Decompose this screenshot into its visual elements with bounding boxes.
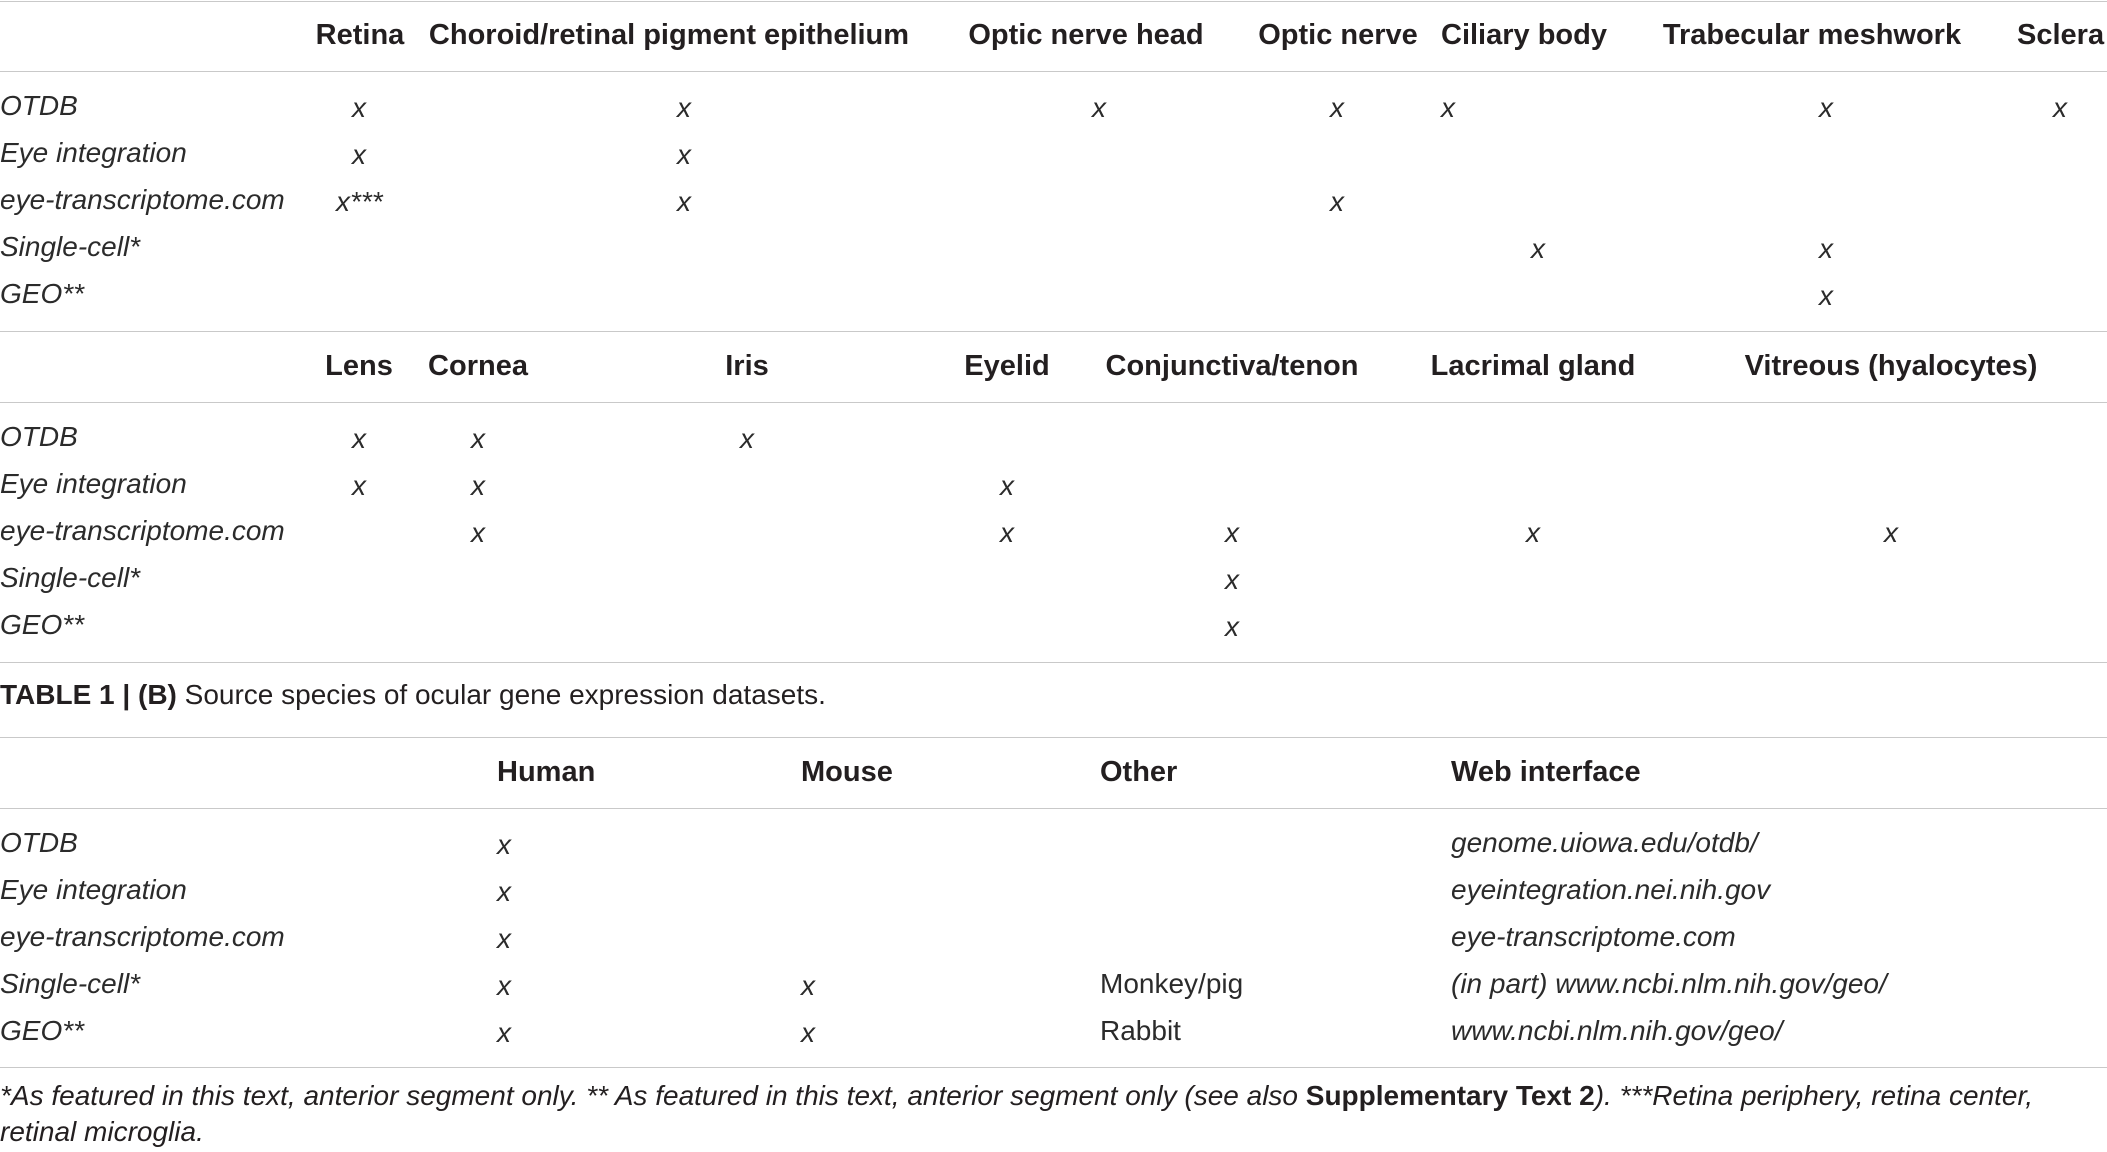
rule — [0, 402, 2107, 403]
cell-mark: x — [1819, 233, 1833, 264]
row-label: GEO** — [0, 278, 85, 309]
cell-mark: x*** — [336, 186, 383, 217]
cell-mark: x — [497, 970, 511, 1001]
col-header: Conjunctiva/tenon — [1105, 350, 1359, 382]
web-link[interactable]: www.ncbi.nlm.nih.gov/geo/ — [1451, 1015, 1783, 1046]
footnote-text: ). ***Retina periphery, retina center, retinal microglia. — [0, 1080, 2034, 1147]
col-header: Eyelid — [964, 350, 1050, 382]
cell-mark: x — [352, 470, 366, 501]
col-header: Vitreous (hyalocytes) — [1744, 350, 2038, 382]
row-label: eye-transcriptome.com — [0, 184, 285, 215]
cell-mark: x — [497, 1017, 511, 1048]
cell-mark: x — [352, 139, 366, 170]
cell-mark: x — [1000, 517, 1014, 548]
cell-mark: x — [471, 517, 485, 548]
cell-mark: x — [1092, 92, 1106, 123]
cell-mark: x — [352, 92, 366, 123]
cell-mark: x — [1225, 611, 1239, 642]
cell-mark: x — [1441, 92, 1455, 123]
cell-mark: x — [1526, 517, 1540, 548]
col-header: Human — [497, 756, 596, 788]
cell-mark: x — [1531, 233, 1545, 264]
cell-mark: x — [677, 139, 691, 170]
col-header: Mouse — [801, 756, 893, 788]
row-label: OTDB — [0, 90, 78, 121]
col-header: Trabecular meshwork — [1662, 19, 1962, 51]
row-label: GEO** — [0, 609, 85, 640]
rule — [0, 71, 2107, 72]
footnote-text: *As featured in this text, anterior segment only. ** As featured in this text, anterior segment only (see also — [0, 1080, 1306, 1111]
web-link[interactable]: (in part) www.ncbi.nlm.nih.gov/geo/ — [1451, 968, 1887, 999]
cell-mark: x — [471, 423, 485, 454]
cell-mark: x — [801, 970, 815, 1001]
col-header: Choroid/retinal pigment epithelium — [428, 19, 910, 51]
cell-mark: x — [677, 92, 691, 123]
col-header: Sclera — [2017, 19, 2105, 51]
table-footnote — [0, 1078, 2107, 1150]
row-label: OTDB — [0, 421, 78, 452]
row-label: OTDB — [0, 827, 78, 858]
web-link[interactable]: eyeintegration.nei.nih.gov — [1451, 874, 1771, 905]
col-header: Ciliary body — [1441, 19, 1607, 51]
caption-label: TABLE 1 | (B) — [0, 679, 177, 710]
web-link[interactable]: genome.uiowa.edu/otdb/ — [1451, 827, 1758, 858]
cell-mark: x — [677, 186, 691, 217]
rule — [0, 331, 2107, 332]
cell-mark: x — [1330, 92, 1344, 123]
cell-mark: x — [2053, 92, 2067, 123]
web-link[interactable]: eye-transcriptome.com — [1451, 921, 1736, 952]
row-label: eye-transcriptome.com — [0, 921, 285, 952]
cell-mark: x — [497, 829, 511, 860]
cell-mark: x — [1884, 517, 1898, 548]
cell-mark: x — [497, 923, 511, 954]
row-label: Single-cell* — [0, 562, 141, 593]
col-header: Lens — [325, 350, 393, 382]
other-species: Rabbit — [1100, 1015, 1181, 1046]
cell-mark: x — [1225, 564, 1239, 595]
row-label: Eye integration — [0, 137, 187, 168]
col-header: Optic nerve — [1258, 19, 1418, 51]
row-label: Eye integration — [0, 874, 187, 905]
cell-mark: x — [1225, 517, 1239, 548]
cell-mark: x — [1819, 280, 1833, 311]
col-header: Other — [1100, 756, 1178, 788]
row-label: Single-cell* — [0, 968, 141, 999]
table-caption — [0, 677, 826, 713]
rule — [0, 662, 2107, 663]
cell-mark: x — [1819, 92, 1833, 123]
other-species: Monkey/pig — [1100, 968, 1244, 999]
rule — [0, 737, 2107, 738]
row-label: eye-transcriptome.com — [0, 515, 285, 546]
cell-mark: x — [497, 876, 511, 907]
col-header: Cornea — [428, 350, 528, 382]
rule — [0, 1, 2107, 2]
cell-mark: x — [1000, 470, 1014, 501]
footnote-link[interactable]: Supplementary Text 2 — [1305, 1080, 1595, 1111]
rule — [0, 808, 2107, 809]
col-header: Iris — [725, 350, 769, 382]
cell-mark: x — [352, 423, 366, 454]
cell-mark: x — [471, 470, 485, 501]
row-label: GEO** — [0, 1015, 85, 1046]
col-header: Lacrimal gland — [1430, 350, 1636, 382]
col-header: Optic nerve head — [968, 19, 1204, 51]
col-header: Retina — [315, 19, 405, 51]
caption-text: Source species of ocular gene expression datasets. — [176, 679, 826, 710]
col-header: Web interface — [1451, 756, 1641, 788]
row-label: Eye integration — [0, 468, 187, 499]
row-label: Single-cell* — [0, 231, 141, 262]
cell-mark: x — [801, 1017, 815, 1048]
rule — [0, 1067, 2107, 1068]
cell-mark: x — [1330, 186, 1344, 217]
cell-mark: x — [740, 423, 754, 454]
